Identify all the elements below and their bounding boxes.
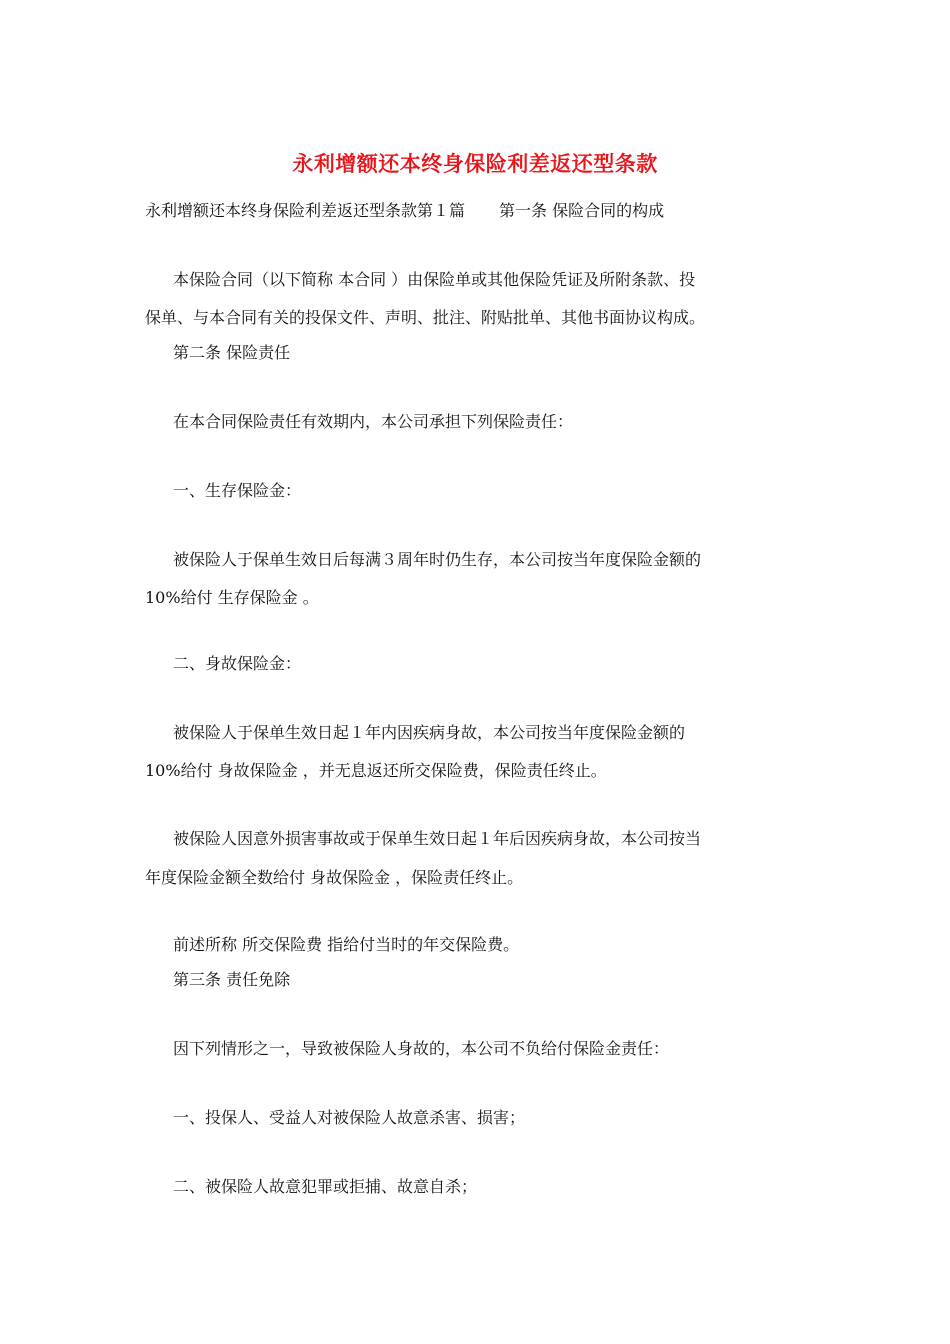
paragraph-line: 年度保险金额全数给付 身故保险金 ，保险责任终止。 xyxy=(145,868,524,887)
document-subtitle xyxy=(145,196,664,226)
article-1-heading: 第一条 保险合同的构成 xyxy=(499,201,665,220)
paragraph-line: 10%给付 生存保险金 。 xyxy=(145,588,319,607)
paragraph-line: 被保险人因意外损害事故或于保单生效日起１年后因疾病身故，本公司按当 xyxy=(173,829,702,848)
paragraph-line: 10%给付 身故保险金 ，并无息返还所交保险费，保险责任终止。 xyxy=(145,761,607,780)
paragraph-line: 保单、与本合同有关的投保文件、声明、批注、附贴批单、其他书面协议构成。 xyxy=(145,308,706,327)
article-3-heading: 第三条 责任免除 xyxy=(173,970,291,989)
document-title: 永利增额还本终身保险利差返还型条款 xyxy=(292,151,658,176)
list-item: 二、被保险人故意犯罪或拒捕、故意自杀； xyxy=(173,1177,478,1196)
article-2-heading: 第二条 保险责任 xyxy=(173,343,291,362)
paragraph-line: 被保险人于保单生效日起１年内因疾病身故，本公司按当年度保险金额的 xyxy=(173,723,686,742)
paragraph-line: 在本合同保险责任有效期内，本公司承担下列保险责任： xyxy=(173,412,574,431)
section-heading: 二、身故保险金： xyxy=(173,654,302,673)
list-item: 一、投保人、受益人对被保险人故意杀害、损害； xyxy=(173,1108,526,1127)
paragraph-line: 前述所称 所交保险费 指给付当时的年交保险费。 xyxy=(173,935,520,954)
section-heading: 一、生存保险金： xyxy=(173,481,302,500)
paragraph-line: 因下列情形之一，导致被保险人身故的，本公司不负给付保险金责任： xyxy=(173,1039,670,1058)
paragraph-line: 被保险人于保单生效日后每满３周年时仍生存，本公司按当年度保险金额的 xyxy=(173,550,702,569)
paragraph-line: 本保险合同（以下简称 本合同 ）由保险单或其他保险凭证及所附条款、投 xyxy=(173,270,696,289)
subtitle-part-heading: 永利增额还本终身保险利差返还型条款第１篇 xyxy=(145,201,466,220)
